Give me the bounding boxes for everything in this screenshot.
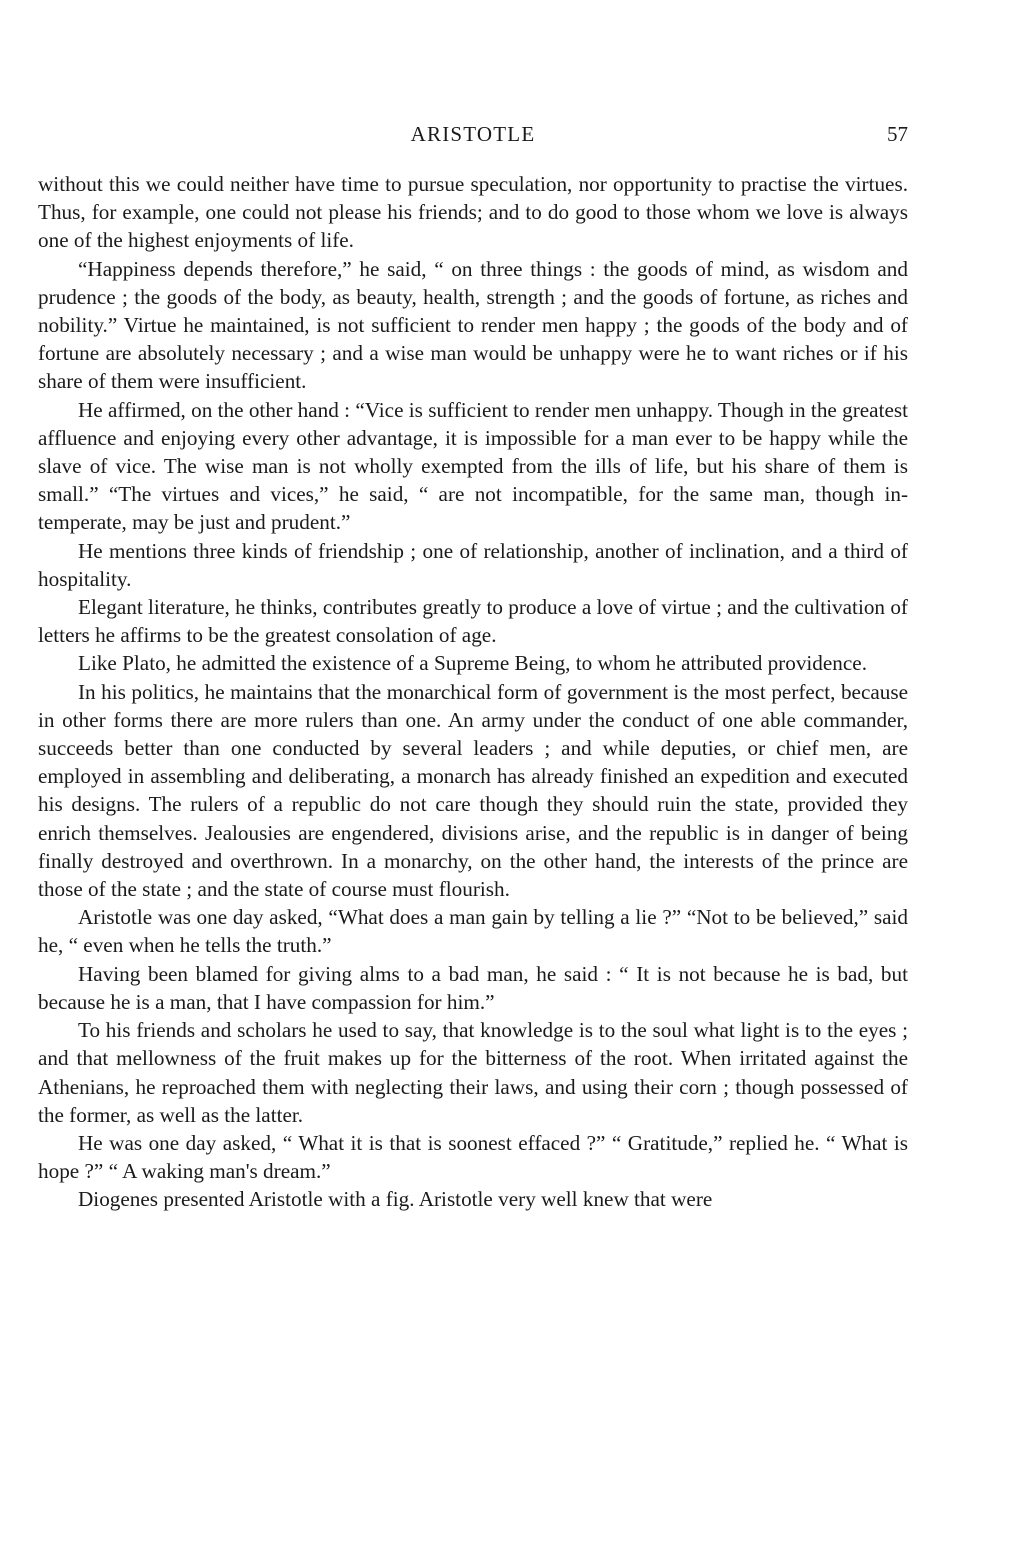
body-text [38,170,908,1214]
paragraph-continued: without this we could neither have time to pursue speculation, nor opportunity to practise the virtues. Thus, for example, one could not please his friends; and to do good to those whom we love is always one of the highest enjoyments of life. [38,172,908,253]
page-number: 57 [887,122,908,146]
paragraph-gratitude: He was one day asked, “ What it is that is soonest effaced ?” “ Gratitude,” replied he. “ What is hope ?” “ A waking man's dream.” [38,1130,908,1184]
paragraph-lie: Aristotle was one day asked, “What does a man gain by telling a lie ?” “Not to be believed,” said he, “ even when he tells the truth.” [38,905,908,958]
paragraph-vice: He affirmed, on the other hand : “Vice is sufficient to render men unhappy. Though in the greatest affluence and enjoying every other advantage, it is impossible for a man ever to be happy while the slave of vice. The wise man is not wholly exempted from the ills of life, but his share of them is small.” “The virtues and vices,” he said, “ are not incompatible, for the same man, though intemperate, may be just and prudent.” [38,397,908,535]
paragraph-supreme-being: Like Plato, he admitted the existence of a Supreme Being, to whom he attributed providence. [78,651,868,676]
paragraph-alms: Having been blamed for giving alms to a bad man, he said : “ It is not because he is bad, but because he is a man, that I have compassion for him.” [38,961,908,1014]
running-head [38,122,908,152]
paragraph-knowledge: To his friends and scholars he used to say, that knowledge is to the soul what light is to the eyes ; and that mellowness of the fruit makes up for the bitterness of the root. When irritated against the Athenians, he reproached them with neglecting their laws, and using their corn ; though possessed of the former, as well as the latter. [38,1018,908,1127]
running-title: ARISTOTLE [410,122,536,146]
paragraph-literature: Elegant literature, he thinks, contributes greatly to produce a love of virtue ; and the cultivation of letters he affirms to be the greatest consolation of age. [38,595,908,648]
paragraph-diogenes: Diogenes presented Aristotle with a fig. Aristotle very well knew that were [78,1187,713,1212]
paragraph-happiness: “Happiness depends therefore,” he said, “ on three things : the goods of mind, as wisdom and prudence ; the goods of the body, as beauty, health, strength ; and the goods of fortune, as riches and nobility.” Virtue he maintained, is not sufficient to render men happy ; the goods of the body and of fortune are absolutely necessary ; and a wise man would be unhappy were he to want riches or if his share of them were insufficient. [38,256,908,394]
paragraph-friendship: He mentions three kinds of friendship ; one of relationship, another of inclination, and a third of hospitality. [38,538,908,591]
paragraph-politics: In his politics, he maintains that the monarchical form of government is the most perfect, because in other forms there are more rulers than one. An army under the conduct of one able commander, succeeds better than one conducted by several leaders ; and while deputies, or chief men, are employed in assembling and deliberating, a monarch has already finished an expedition and executed his designs. The rulers of a republic do not care though they should ruin the state, provided they enrich themselves. Jealousies are engendered, divisions arise, and the republic is in danger of being finally destroyed and overthrown. In a monarchy, on the other hand, the interests of the prince are those of the state ; and the state of course must flourish. [38,679,908,902]
